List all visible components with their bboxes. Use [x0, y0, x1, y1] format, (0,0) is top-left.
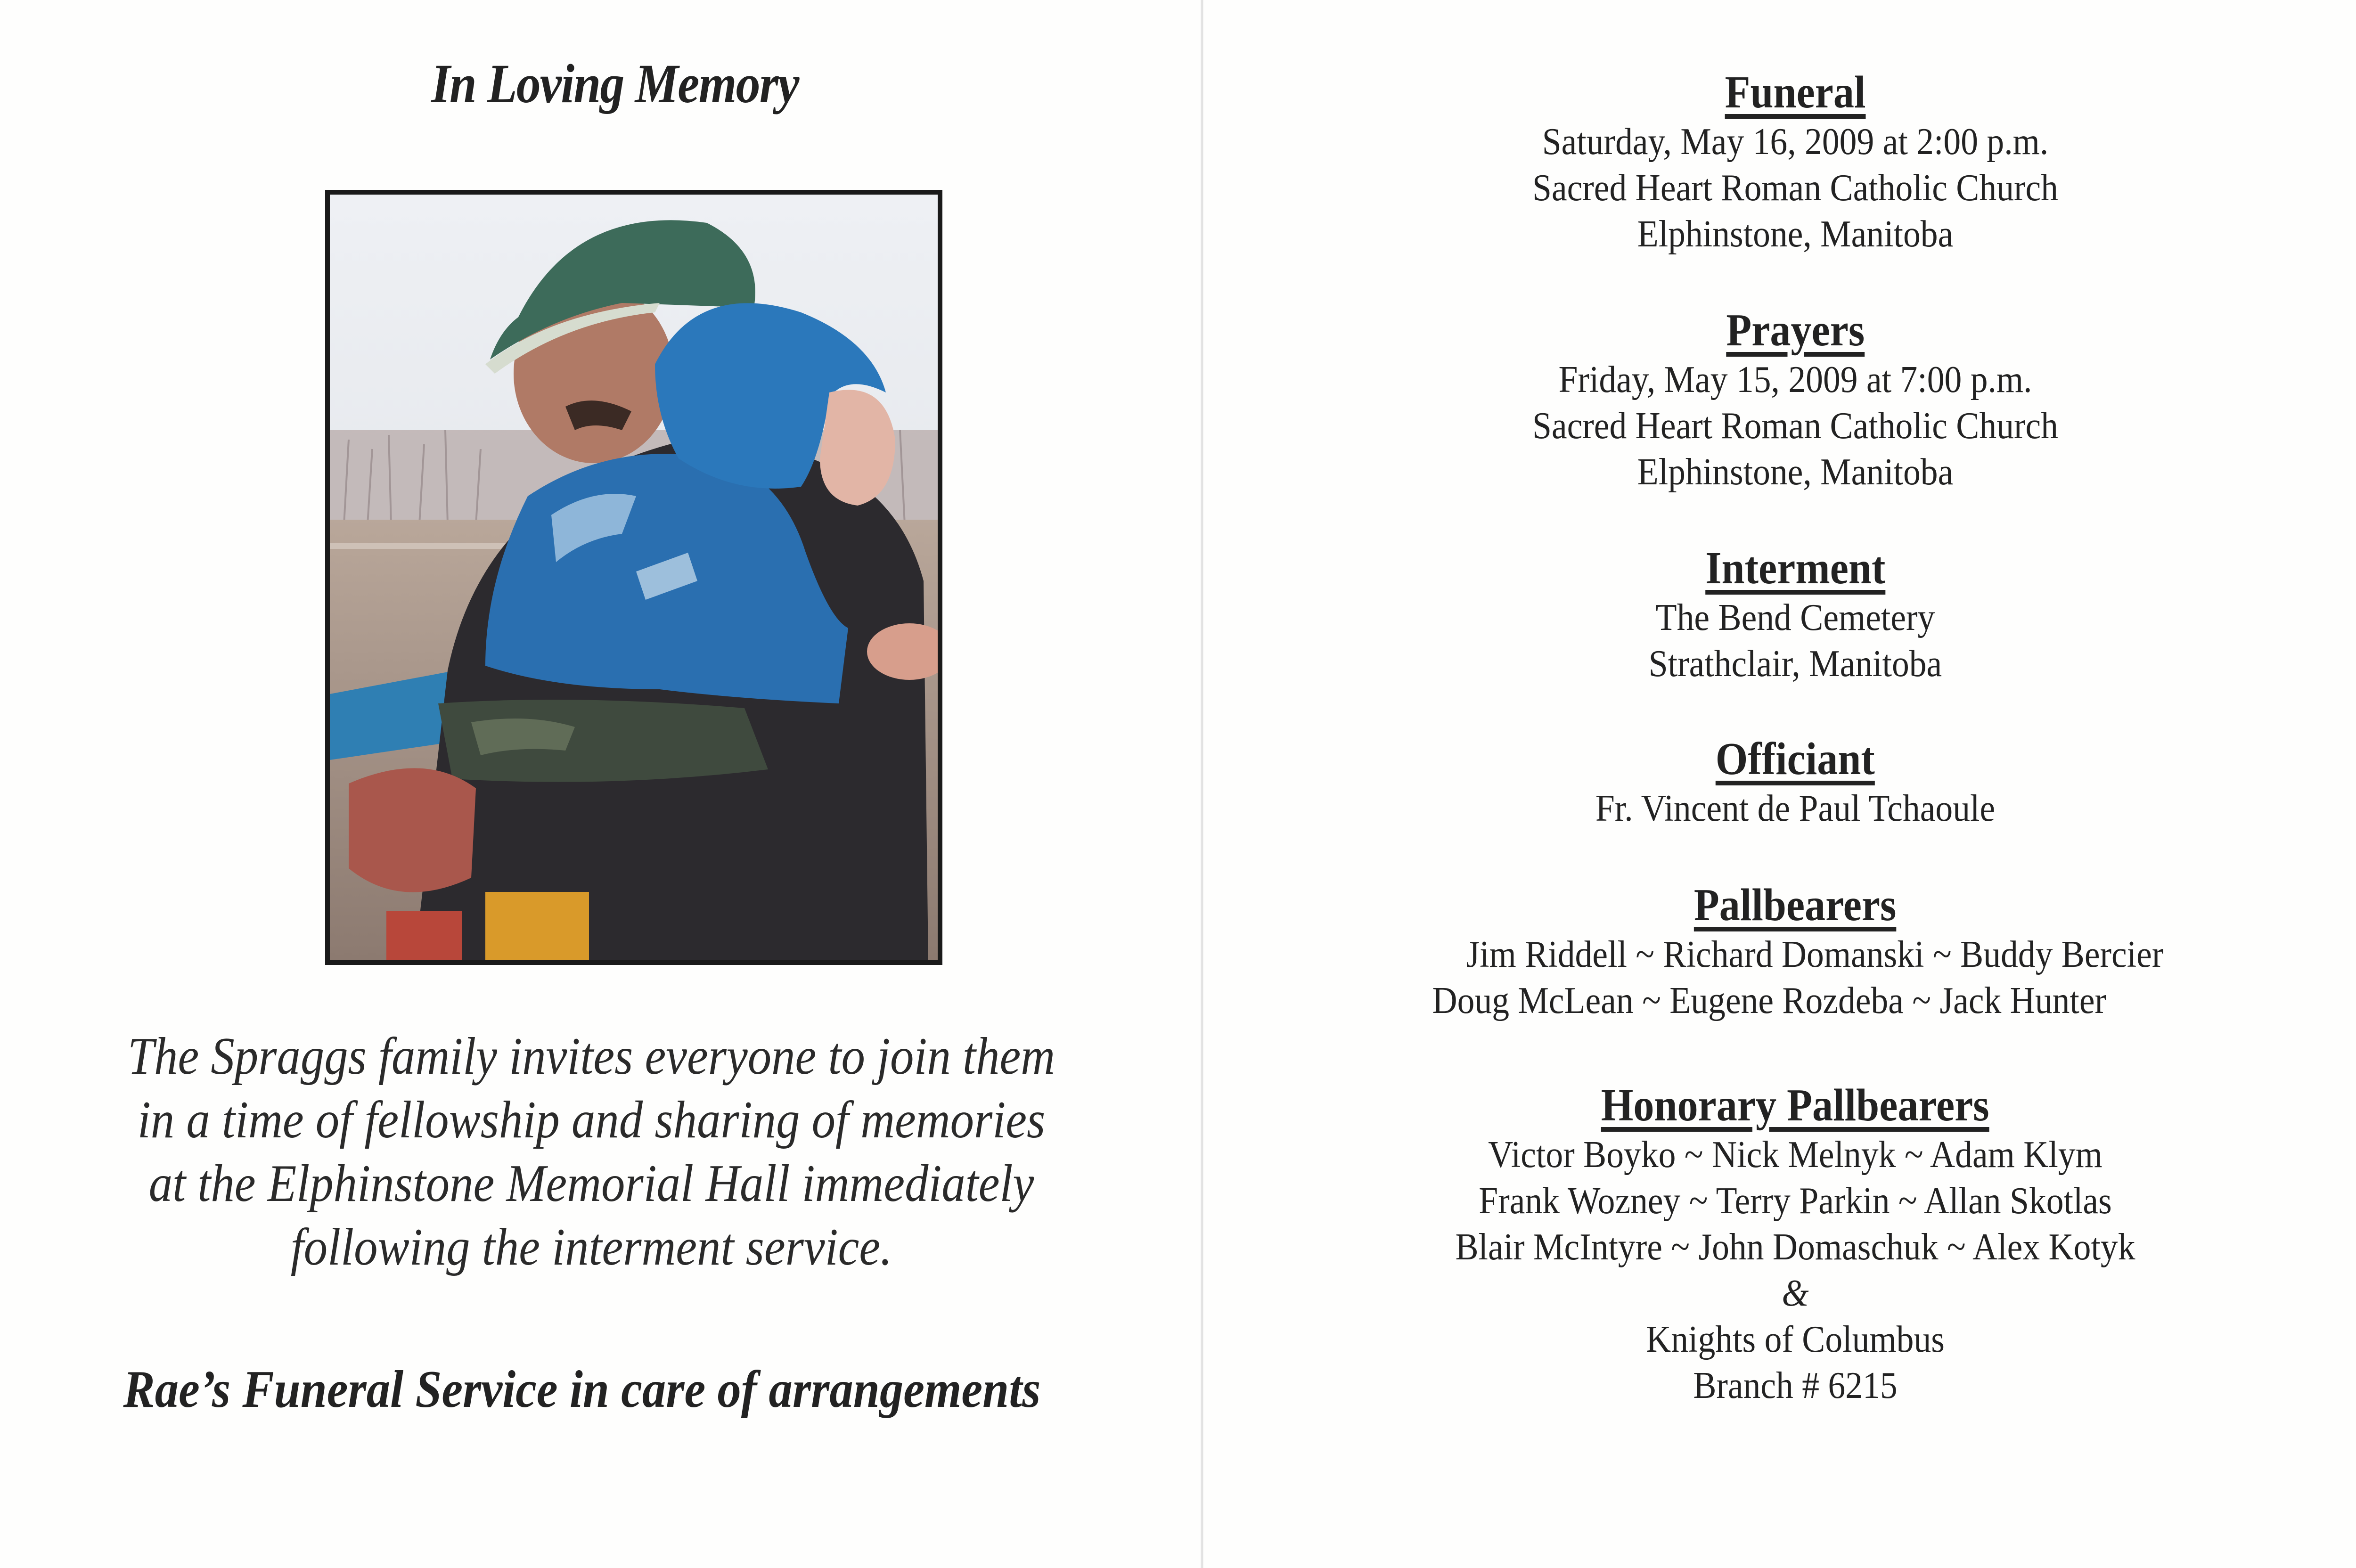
prayers-section	[1206, 304, 2356, 495]
pallbearers-section	[1206, 879, 2356, 1024]
section-line: Elphinstone, Manitoba	[1637, 213, 1954, 255]
section-heading: Officiant	[1715, 734, 1875, 784]
section-heading: Interment	[1705, 543, 1886, 594]
section-line: Elphinstone, Manitoba	[1637, 451, 1954, 493]
section-line: Doug McLean ~ Eugene Rozdeba ~ Jack Hunter	[1432, 980, 2107, 1021]
arrangements-credit: Rae’s Funeral Service in care of arrangements	[123, 1360, 1041, 1419]
card-fold-line	[1201, 0, 1203, 1568]
invitation-line: following the interment service.	[290, 1218, 892, 1276]
invitation-line: at the Elphinstone Memorial Hall immediately	[148, 1154, 1034, 1213]
interment-section	[1206, 542, 2356, 687]
section-line: Fr. Vincent de Paul Tchaoule	[1595, 788, 1996, 829]
section-heading: Funeral	[1725, 67, 1866, 118]
section-line: Saturday, May 16, 2009 at 2:00 p.m.	[1542, 121, 2049, 163]
invitation-text	[59, 1025, 1124, 1279]
invitation-line: in a time of fellowship and sharing of memories	[137, 1091, 1046, 1149]
section-heading: Prayers	[1726, 305, 1865, 356]
funeral-section	[1206, 66, 2356, 257]
section-line: Strathclair, Manitoba	[1648, 643, 1942, 685]
invitation-line: The Spraggs family invites everyone to join them	[127, 1027, 1055, 1086]
section-line: Friday, May 15, 2009 at 7:00 p.m.	[1558, 359, 2032, 400]
section-heading: Pallbearers	[1694, 880, 1897, 931]
section-line: Frank Wozney ~ Terry Parkin ~ Allan Skotlas	[1479, 1180, 2112, 1222]
officiant-section	[1206, 733, 2356, 832]
section-line: Sacred Heart Roman Catholic Church	[1532, 405, 2058, 447]
section-line: Blair McIntyre ~ John Domaschuk ~ Alex Kotyk	[1455, 1226, 2135, 1268]
section-line: The Bend Cemetery	[1655, 597, 1935, 638]
section-line: Knights of Columbus	[1646, 1319, 1945, 1360]
photo-illustration	[330, 195, 938, 960]
section-line: Branch # 6215	[1693, 1365, 1898, 1406]
honorary-pallbearers-section	[1206, 1079, 2356, 1409]
memorial-photo	[325, 190, 942, 965]
section-line: Jim Riddell ~ Richard Domanski ~ Buddy Bercier	[1466, 934, 2164, 975]
section-line: Victor Boyko ~ Nick Melnyk ~ Adam Klym	[1488, 1134, 2102, 1176]
section-line: &	[1782, 1273, 1809, 1314]
section-line: Sacred Heart Roman Catholic Church	[1532, 167, 2058, 209]
section-heading: Honorary Pallbearers	[1601, 1080, 1989, 1131]
right-panel	[1206, 0, 2356, 1568]
memorial-title: In Loving Memory	[431, 53, 799, 114]
